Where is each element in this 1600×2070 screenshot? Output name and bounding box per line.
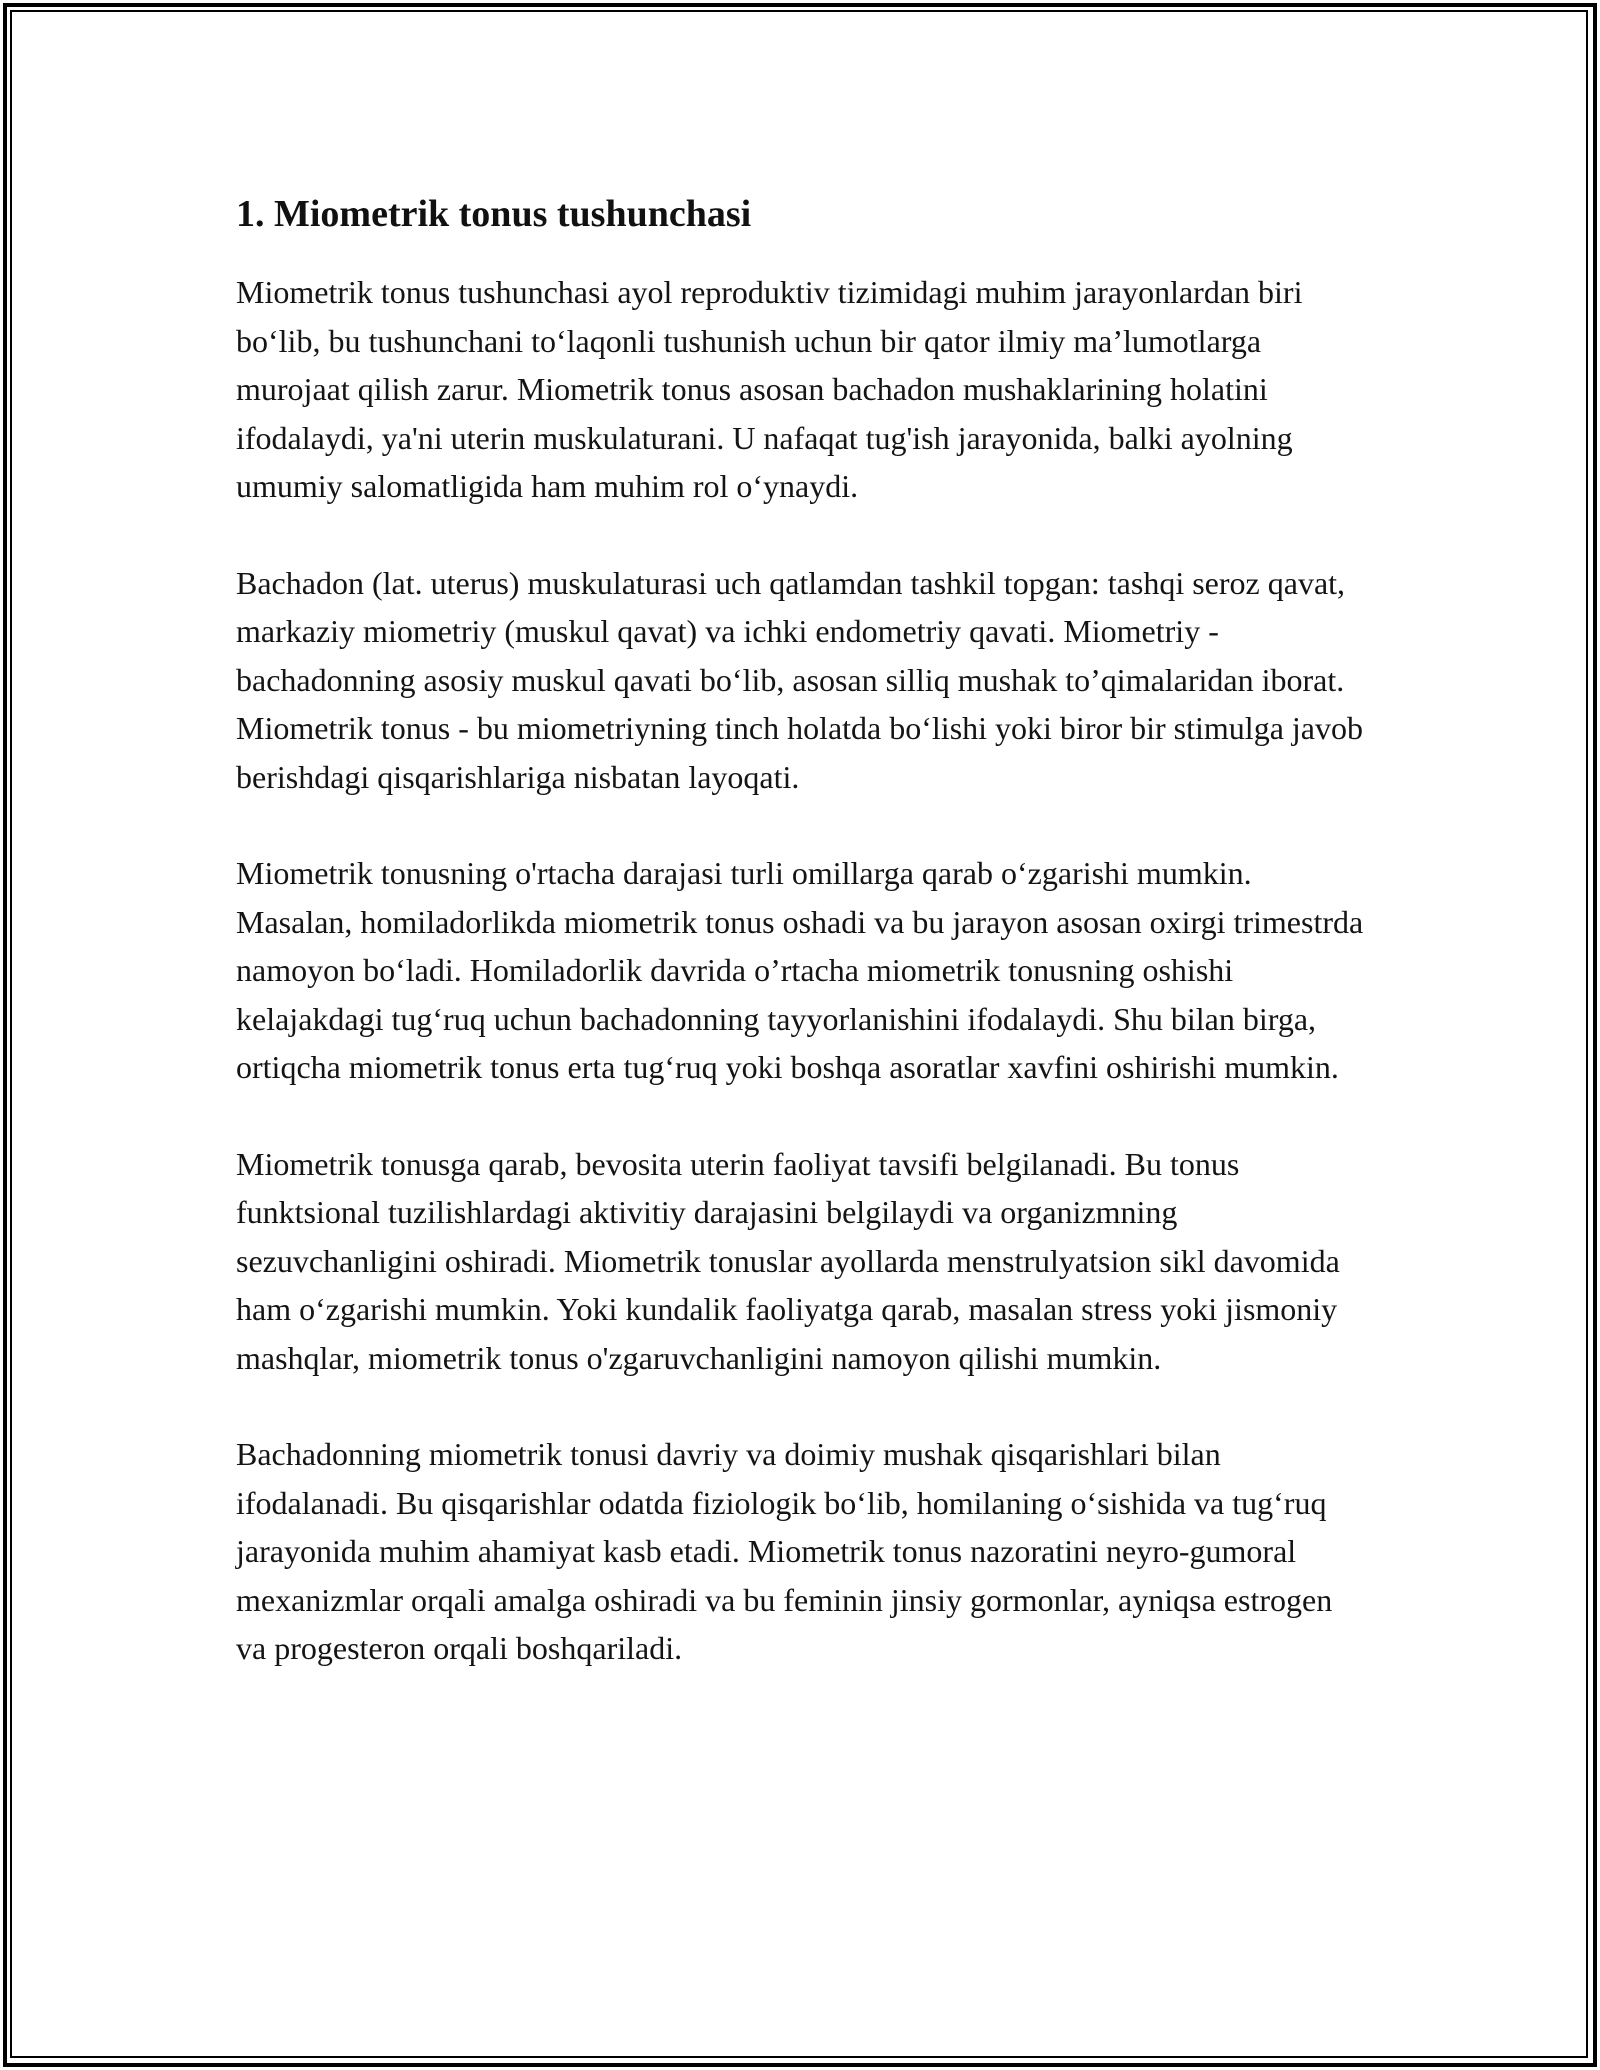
- paragraph-5: Bachadonning miometrik tonusi davriy va doimiy mushak qisqarishlari bilan ifodalanadi. Bu qisqarishlar odatda fiziologik bo‘lib, homilaning o‘sishida va tug‘ruq jarayonida muhim ahamiyat kasb etadi. Miometrik tonus nazoratini neyro-gumoral mexanizmlar orqali amalga oshiradi va bu feminin jinsiy gormonlar, ayniqsa estrogen va progesteron orqali boshqariladi.: [236, 1436, 1333, 1666]
- paragraph-1: Miometrik tonus tushunchasi ayol reproduktiv tizimidagi muhim jarayonlardan biri bo‘lib, bu tushunchani to‘laqonli tushunish uchun bir qator ilmiy ma’lumotlarga murojaat qilish zarur. Miometrik tonus asosan bachadon mushaklarining holatini ifodalaydi, ya'ni uterin muskulaturani. U nafaqat tug'ish jarayonida, balki ayolning umumiy salomatligida ham muhim rol o‘ynaydi.: [236, 274, 1303, 504]
- paragraph-2: Bachadon (lat. uterus) muskulaturasi uch qatlamdan tashkil topgan: tashqi seroz qavat, markaziy miometriy (muskul qavat) va ichki endometriy qavati. Miometriy - bachadonning asosiy muskul qavati bo‘lib, asosan silliq mushak to’qimalaridan iborat. Miometrik tonus - bu miometriyning tinch holatda bo‘lishi yoki biror bir stimulga javob berishdagi qisqarishlariga nisbatan layoqati.: [236, 564, 1363, 795]
- document-body: [236, 190, 1366, 1721]
- paragraph-4: Miometrik tonusga qarab, bevosita uterin faoliyat tavsifi belgilanadi. Bu tonus funktsional tuzilishlardagi aktivitiy darajasini belgilaydi va organizmning sezuvchanligini oshiradi. Miometrik tonuslar ayollarda menstrulyatsion sikl davomida ham o‘zgarishi mumkin. Yoki kundalik faoliyatga qarab, masalan stress yoki jismoniy mashqlar, miometrik tonus o'zgaruvchanligini namoyon qilishi mumkin.: [236, 1145, 1340, 1376]
- paragraph-3: Miometrik tonusning o'rtacha darajasi turli omillarga qarab o‘zgarishi mumkin. Masalan, homiladorlikda miometrik tonus oshadi va bu jarayon asosan oxirgi trimestrda namoyon bo‘ladi. Homiladorlik davrida o’rtacha miometrik tonusning oshishi kelajakdagi tug‘ruq uchun bachadonning tayyorlanishini ifodalaydi. Shu bilan birga, ortiqcha miometrik tonus erta tug‘ruq yoki boshqa asoratlar xavfini oshirishi mumkin.: [236, 855, 1364, 1085]
- section-heading: 1. Miometrik tonus tushunchasi: [236, 193, 752, 235]
